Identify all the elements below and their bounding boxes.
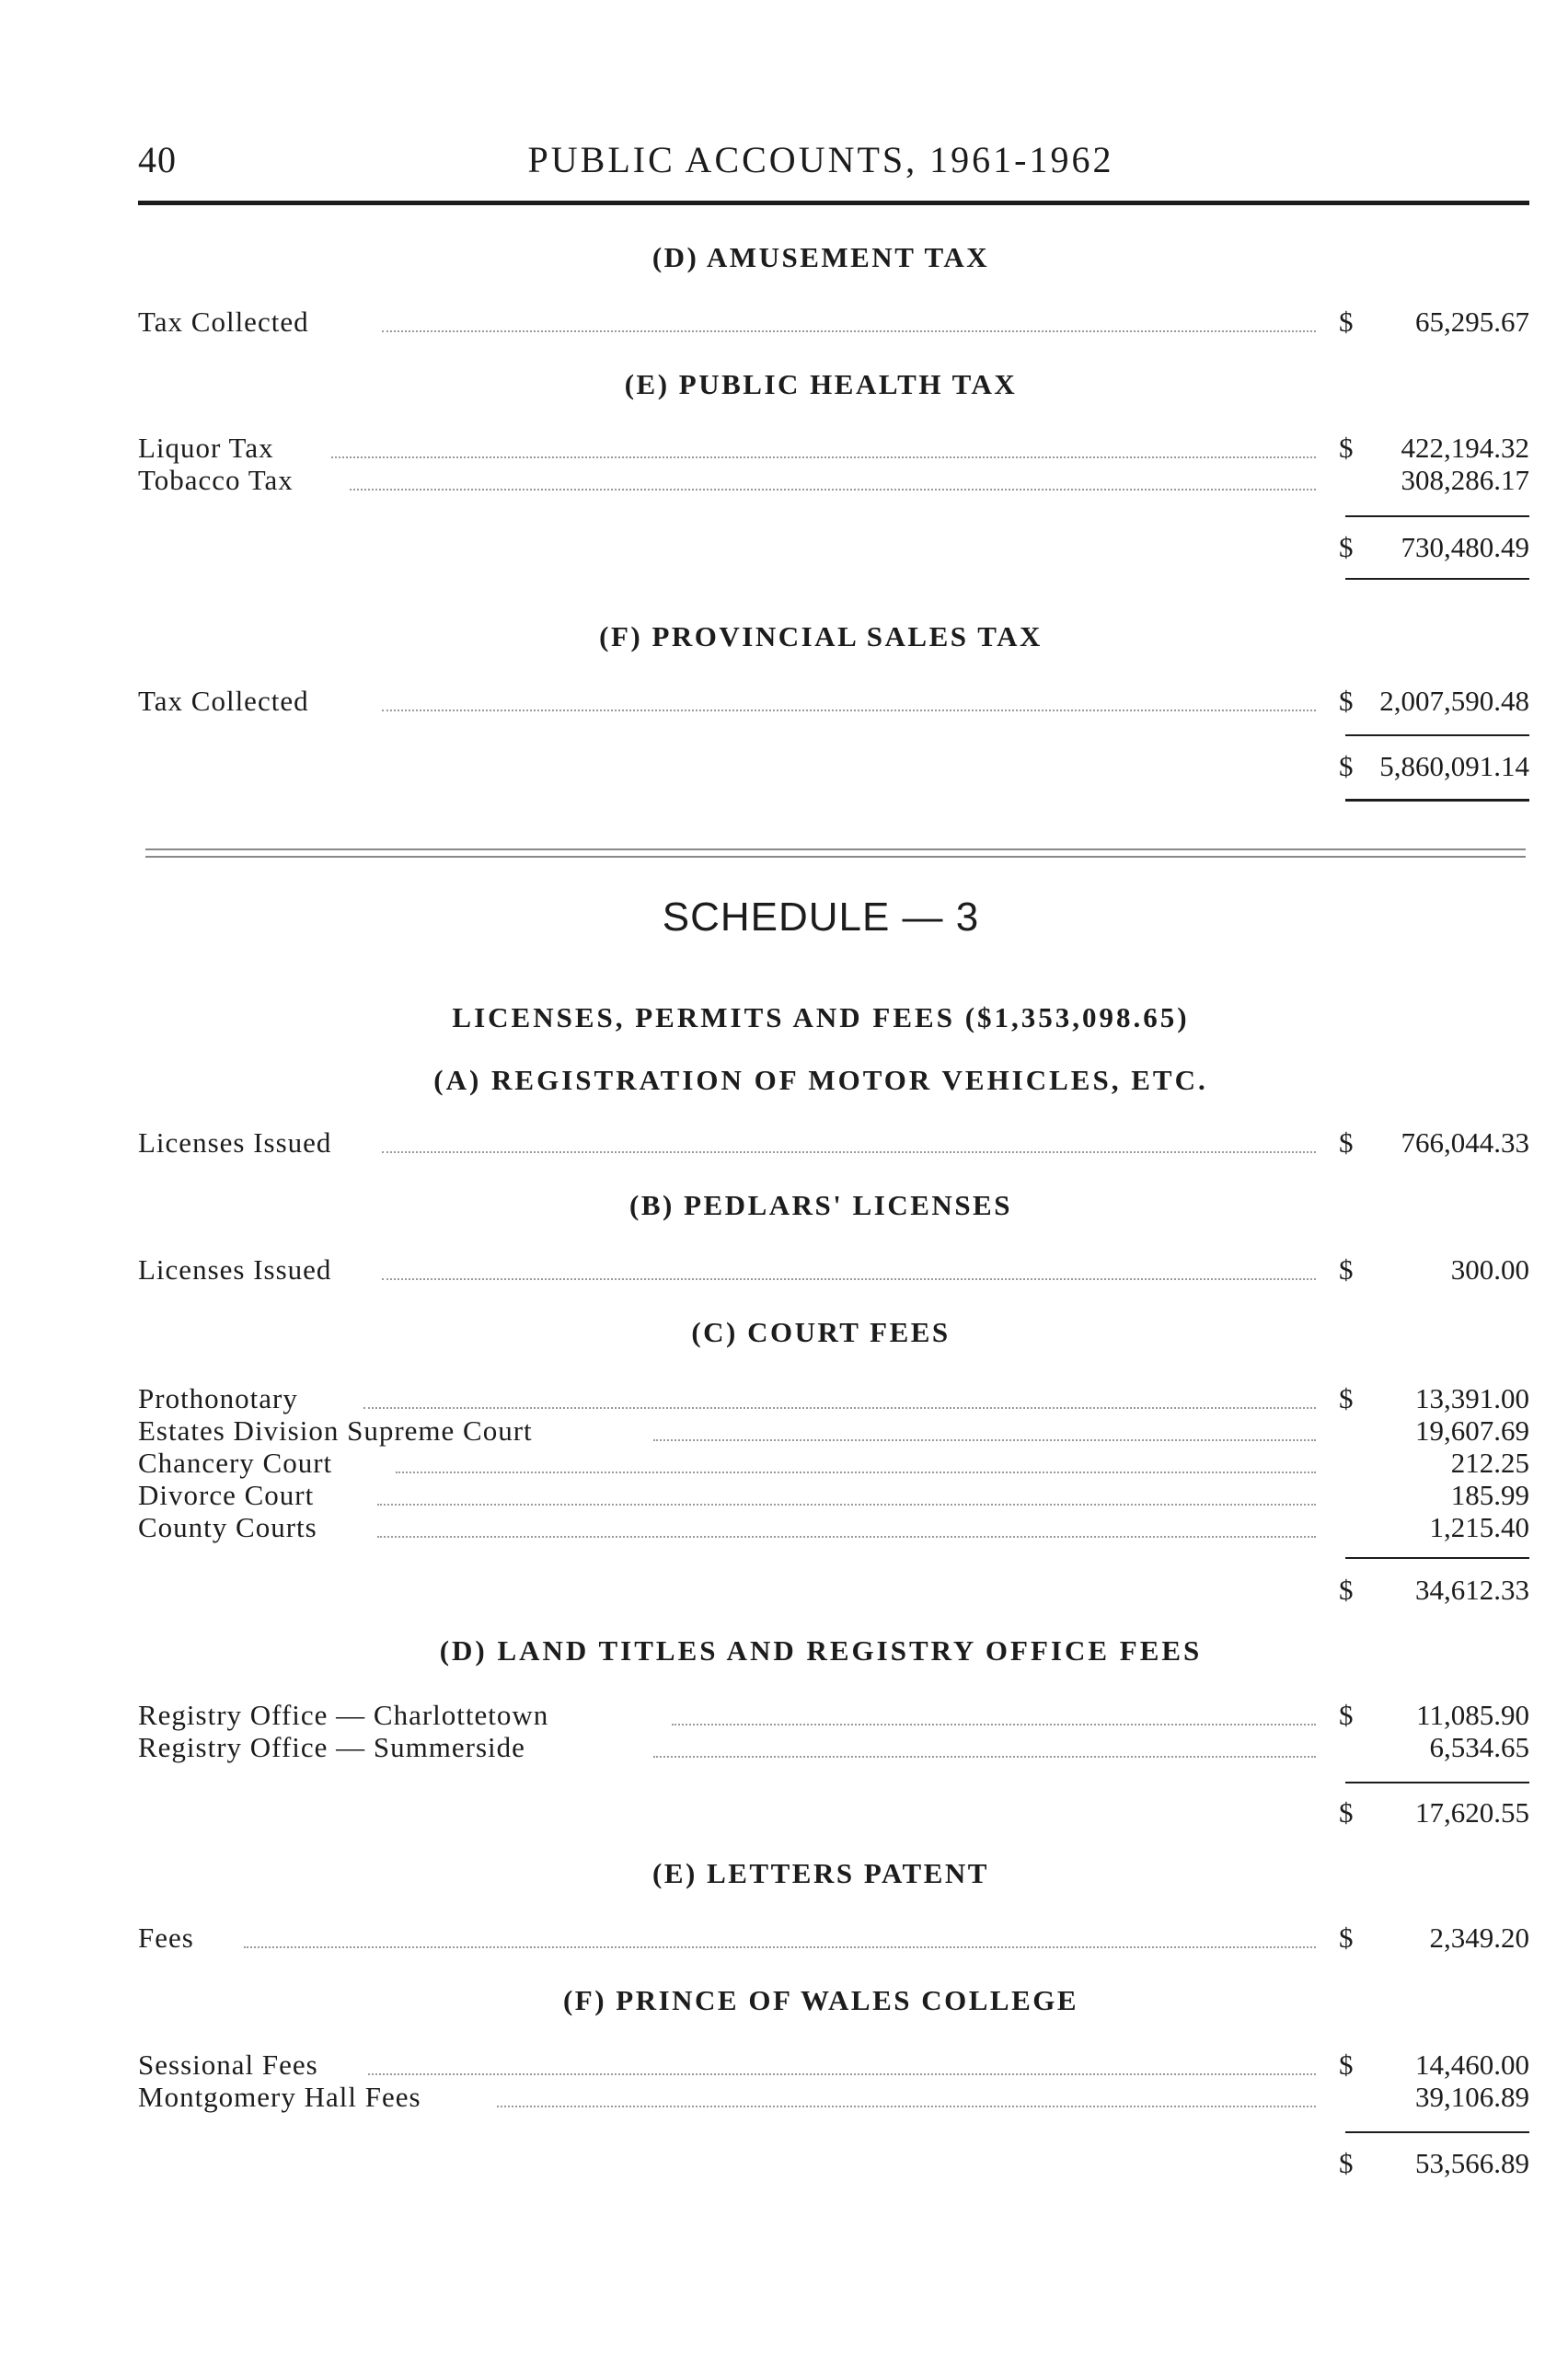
dot-leader: [377, 1504, 1316, 1506]
row-amount: 300.00: [1450, 1253, 1529, 1286]
ledger-row: [138, 1479, 1529, 1512]
section-heading-land-titles: (D) LAND TITLES AND REGISTRY OFFICE FEES: [439, 1634, 1203, 1667]
row-label: Tax Collected: [138, 306, 318, 339]
ledger-row: [138, 306, 1529, 339]
row-label: Licenses Issued: [138, 1253, 340, 1287]
section-total: [138, 531, 1529, 564]
row-label: Tax Collected: [138, 685, 318, 718]
row-label: Registry Office — Summerside: [138, 1731, 535, 1764]
dollar-sign: $: [1339, 432, 1354, 464]
dot-leader: [497, 2106, 1316, 2107]
section-heading-amusement-tax: (D) AMUSEMENT TAX: [651, 241, 990, 273]
total-amount: 730,480.49: [1401, 531, 1529, 563]
subtotal-rule: [1345, 515, 1529, 517]
section-heading-pedlars: (B) PEDLARS' LICENSES: [629, 1189, 1012, 1221]
dot-leader: [653, 1439, 1316, 1441]
row-amount: 2,007,590.48: [1379, 685, 1529, 717]
dollar-sign: $: [1339, 685, 1354, 717]
row-label: Liquor Tax: [138, 432, 283, 465]
ledger-row: [138, 1414, 1529, 1448]
row-label: Licenses Issued: [138, 1126, 340, 1160]
schedule-separator: [145, 856, 1526, 858]
ledger-row: [138, 685, 1529, 718]
grand-total: [138, 750, 1529, 783]
dollar-sign: $: [1339, 531, 1354, 563]
ledger-row: [138, 432, 1529, 465]
row-amount: 1,215.40: [1429, 1511, 1529, 1543]
ledger-row: [138, 1731, 1529, 1764]
row-label: Sessional Fees: [138, 2049, 328, 2082]
row-label: Divorce Court: [138, 1479, 323, 1512]
row-label: Tobacco Tax: [138, 464, 303, 497]
dollar-sign: $: [1339, 2147, 1354, 2179]
section-heading-public-health-tax: (E) PUBLIC HEALTH TAX: [624, 368, 1018, 400]
running-title: PUBLIC ACCOUNTS, 1961-1962: [527, 139, 1114, 180]
dollar-sign: $: [1339, 1574, 1354, 1606]
ledger-row: [138, 1922, 1529, 1955]
ledger-row: [138, 2081, 1529, 2114]
dollar-sign: $: [1339, 1253, 1354, 1286]
header-rule: [138, 201, 1529, 205]
row-amount: 308,286.17: [1401, 464, 1529, 496]
grand-total-amount: 5,860,091.14: [1379, 750, 1529, 782]
row-label: Registry Office — Charlottetown: [138, 1699, 558, 1732]
ledger-row: [138, 1382, 1529, 1415]
dot-leader: [244, 1946, 1316, 1948]
dollar-sign: $: [1339, 1699, 1354, 1731]
row-amount: 65,295.67: [1415, 306, 1529, 338]
section-heading-court-fees: (C) COURT FEES: [691, 1316, 951, 1348]
dot-leader: [377, 1536, 1316, 1538]
subtotal-rule: [1345, 1557, 1529, 1559]
total-amount: 34,612.33: [1415, 1574, 1529, 1606]
ledger-row: [138, 1699, 1529, 1732]
dot-leader: [382, 330, 1316, 332]
dollar-sign: $: [1339, 1126, 1354, 1159]
ledger-row: [138, 1126, 1529, 1160]
row-label: Chancery Court: [138, 1447, 341, 1480]
section-total: [138, 2147, 1529, 2180]
dollar-sign: $: [1339, 1796, 1354, 1829]
row-amount: 14,460.00: [1415, 2049, 1529, 2081]
row-amount: 185.99: [1450, 1479, 1529, 1511]
dot-leader: [382, 1151, 1316, 1153]
total-amount: 53,566.89: [1415, 2147, 1529, 2179]
row-amount: 11,085.90: [1416, 1699, 1529, 1731]
ledger-row: [138, 1253, 1529, 1287]
subtotal-rule: [1345, 1782, 1529, 1783]
row-label: Prothonotary: [138, 1382, 307, 1415]
dot-leader: [382, 710, 1316, 711]
dot-leader: [331, 456, 1316, 458]
section-total: [138, 1574, 1529, 1607]
row-amount: 19,607.69: [1415, 1414, 1529, 1447]
dot-leader: [363, 1407, 1316, 1409]
dot-leader: [368, 2073, 1316, 2075]
schedule-title: SCHEDULE — 3: [662, 894, 980, 940]
ledger-row: [138, 1511, 1529, 1544]
subtotal-rule: [1345, 2131, 1529, 2133]
grand-total-rule: [1345, 799, 1529, 802]
dollar-sign: $: [1339, 750, 1354, 782]
dot-leader: [350, 489, 1316, 491]
section-heading-letters-patent: (E) LETTERS PATENT: [652, 1857, 989, 1889]
section-total: [138, 1796, 1529, 1829]
row-label: Estates Division Supreme Court: [138, 1414, 542, 1448]
dot-leader: [653, 1756, 1316, 1758]
ledger-row: [138, 1447, 1529, 1480]
section-heading-provincial-sales-tax: (F) PROVINCIAL SALES TAX: [599, 620, 1043, 652]
subtotal-rule: [1345, 734, 1529, 736]
dollar-sign: $: [1339, 306, 1354, 338]
row-amount: 6,534.65: [1429, 1731, 1529, 1763]
ledger-row: [138, 2049, 1529, 2082]
dollar-sign: $: [1339, 2049, 1354, 2081]
row-label: County Courts: [138, 1511, 327, 1544]
schedule-separator: [145, 848, 1526, 850]
ledger-row: [138, 464, 1529, 497]
row-amount: 766,044.33: [1401, 1126, 1529, 1159]
row-label: Fees: [138, 1922, 203, 1955]
row-amount: 212.25: [1450, 1447, 1529, 1479]
dot-leader: [396, 1472, 1316, 1473]
dollar-sign: $: [1339, 1922, 1354, 1954]
total-amount: 17,620.55: [1415, 1796, 1529, 1829]
section-heading-registration: (A) REGISTRATION OF MOTOR VEHICLES, ETC.: [433, 1064, 1208, 1096]
row-amount: 422,194.32: [1401, 432, 1529, 464]
dollar-sign: $: [1339, 1382, 1354, 1414]
schedule-subtitle: LICENSES, PERMITS AND FEES ($1,353,098.65): [452, 1001, 1190, 1033]
section-heading-prince-of-wales-college: (F) PRINCE OF WALES COLLEGE: [562, 1984, 1079, 2016]
total-rule: [1345, 578, 1529, 580]
page-number: 40: [138, 139, 177, 180]
row-amount: 2,349.20: [1429, 1922, 1529, 1954]
dot-leader: [382, 1278, 1316, 1280]
row-amount: 13,391.00: [1415, 1382, 1529, 1414]
dot-leader: [672, 1724, 1316, 1725]
row-label: Montgomery Hall Fees: [138, 2081, 431, 2114]
row-amount: 39,106.89: [1415, 2081, 1529, 2113]
